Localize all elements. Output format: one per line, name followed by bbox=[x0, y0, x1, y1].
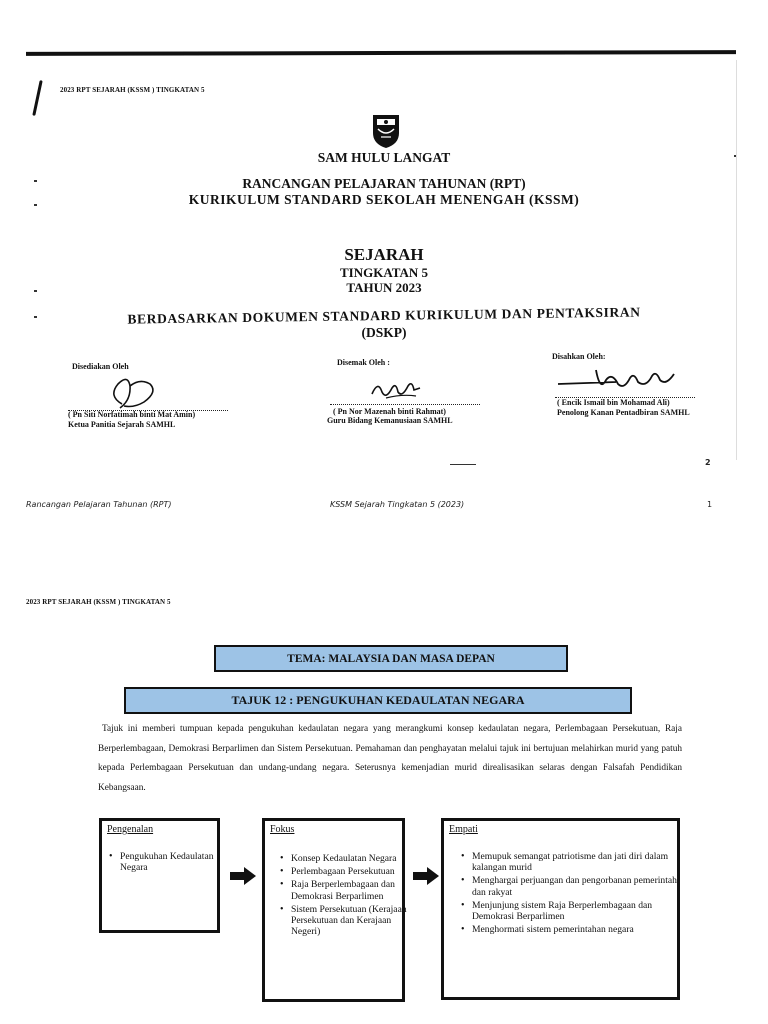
empati-list bbox=[458, 851, 682, 937]
signatory-1-position: Ketua Panitia Sejarah SAMHL bbox=[68, 420, 176, 429]
list-item: • Sistem Persekutuan (Kerajaan Persekutuan dan Kerajaan Negeri) bbox=[291, 904, 409, 938]
fokus-box bbox=[262, 818, 405, 1002]
fokus-list bbox=[277, 853, 409, 939]
arrow-right-icon bbox=[230, 867, 256, 885]
signature-line-2 bbox=[330, 403, 480, 405]
signatory-1-name: ( Pn Siti Norfatimah binti Mat Amin) bbox=[68, 410, 196, 419]
arrow-right-icon bbox=[413, 867, 439, 885]
list-item: • Konsep Kedaulatan Negara bbox=[291, 853, 409, 864]
list-item: • Menjunjung sistem Raja Berperlembagaan dan Demokrasi Berparlimen bbox=[472, 900, 682, 922]
subject-title: SEJARAH bbox=[344, 245, 424, 264]
cover-header: 2023 RPT SEJARAH (KSSM ) TINGKATAN 5 bbox=[60, 86, 205, 94]
scan-speck bbox=[34, 290, 37, 292]
list-item: • Raja Berperlembagaan dan Demokrasi Berparlimen bbox=[291, 879, 409, 901]
signatory-2-position: Guru Bidang Kemanusiaan SAMHL bbox=[327, 416, 453, 425]
scan-page-number: 2 bbox=[705, 458, 711, 467]
fokus-heading: Fokus bbox=[270, 824, 295, 835]
school-name: SAM HULU LANGAT bbox=[317, 150, 451, 165]
signatory-3-position: Penolong Kanan Pentadbiran SAMHL bbox=[557, 408, 690, 417]
tema-banner bbox=[214, 645, 568, 672]
list-item: • Pengukuhan Kedaulatan Negara bbox=[120, 851, 230, 873]
signatory-3-name: ( Encik Ismail bin Mohamad Ali) bbox=[557, 398, 670, 407]
cover-title-line1: RANCANGAN PELAJARAN TAHUNAN (RPT) bbox=[242, 176, 526, 191]
pengenalan-list bbox=[106, 851, 230, 875]
list-item: • Perlembagaan Persekutuan bbox=[291, 866, 409, 877]
scan-speck bbox=[450, 464, 476, 465]
scan-speck bbox=[34, 316, 37, 318]
scan-top-rule bbox=[26, 50, 736, 56]
basis-line1: BERDASARKAN DOKUMEN STANDARD KURIKULUM DAN PENTAKSIRAN bbox=[127, 304, 641, 327]
list-item: • Menghargai perjuangan dan pengorbanan pemerintah dan rakyat bbox=[472, 875, 682, 897]
form-label: TINGKATAN 5 bbox=[340, 265, 428, 280]
intro-paragraph: Tajuk ini memberi tumpuan kepada pengukuhan kedaulatan negara yang merangkumi konsep kedaulatan negara, Perlembagaan Persekutuan, Raja Berperlembagaan, Demokrasi Berparlimen dan Sistem Persekutuan. Pemahaman dan penghayatan melalui tajuk ini bertujuan melahirkan murid yang patuh kepada Perlembagaan Persekutuan dan undang-undang negara. Seterusnya kemenjadian murid direalisasikan selaras dengan Falsafah Pendidikan Kebangsaan. bbox=[98, 724, 682, 793]
signature-3-icon bbox=[556, 362, 686, 396]
tema-text: TEMA: MALAYSIA DAN MASA DEPAN bbox=[287, 652, 495, 665]
basis-line2: (DSKP) bbox=[361, 325, 407, 340]
pengenalan-heading: Pengenalan bbox=[107, 824, 154, 835]
pengenalan-box bbox=[99, 818, 220, 933]
approved-by-label: Disahkan Oleh: bbox=[552, 352, 606, 361]
tajuk-banner bbox=[124, 687, 632, 714]
empati-heading: Empati bbox=[449, 824, 478, 835]
signatory-2-name: ( Pn Nor Mazenah binti Rahmat) bbox=[333, 407, 446, 416]
cover-title-line2: KURIKULUM STANDARD SEKOLAH MENENGAH (KSSM) bbox=[188, 192, 580, 207]
list-item: • Memupuk semangat patriotisme dan jati diri dalam kalangan murid bbox=[472, 851, 682, 873]
scan-speck bbox=[34, 204, 37, 206]
footer-page-number: 1 bbox=[707, 500, 713, 509]
footer-left: Rancangan Pelajaran Tahunan (RPT) bbox=[26, 500, 172, 509]
list-item: • Menghormati sistem pemerintahan negara bbox=[472, 924, 682, 935]
signature-2-icon bbox=[368, 374, 428, 404]
tajuk-text: TAJUK 12 : PENGUKUHAN KEDAULATAN NEGARA bbox=[231, 693, 525, 707]
footer-center: KSSM Sejarah Tingkatan 5 (2023) bbox=[330, 500, 465, 509]
signature-1-icon bbox=[100, 370, 160, 412]
scan-edge-line bbox=[736, 60, 737, 460]
scan-pen-mark bbox=[32, 80, 42, 116]
page2-header: 2023 RPT SEJARAH (KSSM ) TINGKATAN 5 bbox=[26, 598, 171, 606]
empati-box bbox=[441, 818, 680, 1000]
scan-speck bbox=[34, 180, 37, 182]
year-label: TAHUN 2023 bbox=[346, 280, 422, 295]
prepared-by-label: Disediakan Oleh bbox=[72, 362, 129, 371]
school-crest-icon bbox=[371, 113, 401, 149]
reviewed-by-label: Disemak Oleh : bbox=[337, 358, 390, 367]
